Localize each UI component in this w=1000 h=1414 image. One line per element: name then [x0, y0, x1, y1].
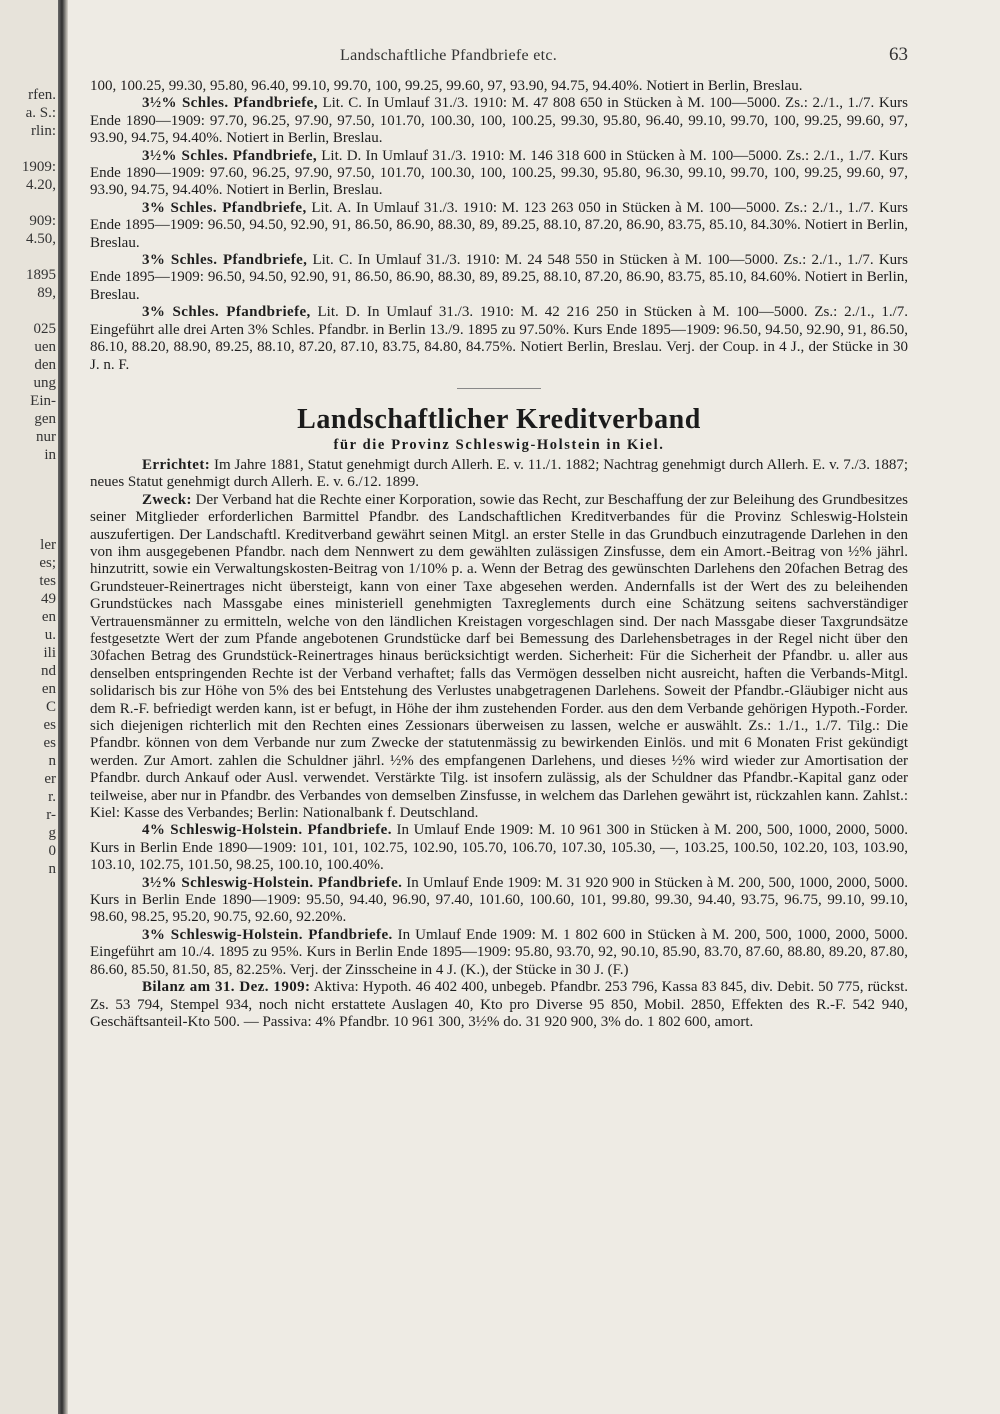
edge-text-fragment [0, 500, 56, 518]
adjacent-page-edge [0, 0, 68, 1414]
paragraph-text: Aktiva: Hypoth. 46 402 400, unbegeb. Pfandbr. 253 796, Kassa 83 845, div. Debit. 50 775, rückst. Zs. 53 794, Stempel 934, noch nicht erstattete Auslagen 40, Kto pro Diverse 95 850, Mobil. 2850, Effekten des R.-F. 542 940, Geschäftsanteil-Kto 500. — Passiva: 4% Pfandbr. 10 961 300, 3½% do. 31 920 900, 3% do. 1 802 600, amort. [90, 979, 908, 1030]
page-content [90, 44, 908, 1031]
entry-heading: 3% Schles. Pfandbriefe, [142, 304, 311, 321]
page-number: 63 [889, 44, 908, 65]
entry-text: Lit. D. In Umlauf 31./3. 1910: M. 146 318 600 in Stücken à M. 100—5000. Zs.: 2./1., 1./7. Kurs Ende 1890—1909: 97.60, 96.25, 97.90, 97.50, 101.70, 100.30, 100, 100.25, 99.30, 95.80, 96.30, 99.10, 99.70, 100, 99.25, 99.60, 97, 93.90, 94.75, 94.40%. Notiert in Berlin, Breslau. [90, 147, 908, 199]
edge-text-fragment: C [45, 699, 56, 715]
paragraph-heading: Errichtet: [142, 456, 211, 473]
pfandbrief-entry [90, 875, 908, 927]
entry-text: In Umlauf Ende 1909: M. 10 961 300 in Stücken à M. 200, 500, 1000, 2000, 5000. Kurs in Berlin Ende 1890—1909: 101, 101, 102.75, 102.90, 105.70, 106.70, 107.30, 105.30, —, 103.25, 100.50, 102.20, 103, 103.90, 103.10, 102.75, 101.50, 98.25, 100.10, 100.40%. [90, 822, 909, 874]
pfandbrief-entry [90, 252, 908, 304]
edge-text-fragment: 49 [41, 591, 56, 607]
edge-text-fragment [0, 464, 56, 482]
edge-text-fragment: in [44, 447, 56, 463]
edge-text-fragment: 89, [37, 285, 56, 301]
edge-text-fragment: er [44, 771, 56, 787]
edge-text-fragment [0, 302, 56, 320]
section-title: Landschaftlicher Kreditverband [297, 403, 701, 435]
edge-text-fragment: ung [33, 375, 56, 391]
edge-text-fragment [0, 140, 56, 158]
running-title: Landschaftliche Pfandbriefe etc. [340, 47, 558, 64]
edge-text-fragment: 4.50, [26, 231, 56, 247]
edge-text-fragment: Ein- [30, 393, 56, 409]
entry-text: Lit. C. In Umlauf 31./3. 1910: M. 24 548 550 in Stücken à M. 100—5000. Zs.: 2./1., 1./7. Kurs Ende 1895—1909: 96.50, 94.50, 92.90, 91, 86.50, 86.90, 88.30, 89, 89.25, 88.10, 87.20, 86.90, 83.75, 85.10, 84.60%. Notiert in Berlin, Breslau. [90, 252, 908, 303]
entry-text: Lit. C. In Umlauf 31./3. 1910: M. 47 808 650 in Stücken à M. 100—5000. Zs.: 2./1., 1./7. Kurs Ende 1890—1909: 97.70, 96.25, 97.90, 97.50, 101.70, 100.30, 100, 100.25, 99.30, 95.80, 96.40, 99.10, 99.70, 100, 99.25, 99.60, 97, 93.90, 94.75, 94.40%. Notiert in Berlin, Breslau. [90, 95, 908, 147]
edge-text-fragment: 1909: [21, 159, 56, 175]
edge-text-fragment: rfen. [28, 87, 56, 103]
paragraph-text: Der Verband hat die Rechte einer Korporation, sowie das Recht, zur Beschaffung der zur Beleihung des Grundbesitzes seiner Mitglieder erforderlichen Barmittel Pfandbr. des Landschaftlichen Kreditverbandes für die Provinz Schleswig-Holstein auszufertigen. Der Landschaftl. Kreditverband gewährt seinen Mitgl. an erster Stelle in das Grundbuch einzutragende Darlehen in den von ihm ausgegebenen Pfandbr. nach dem Nennwert zu dem gewählten zulässigen Zinsfusse, dem ein Amort.-Beitrag von ½% jährl. hinzutritt, sowie ein Verwaltungskosten-Beitrag von 1/10% p. a. Wenn der Betrag des gewünschten Darlehens den 20fachen Betrag des Grundsteuer-Reinertrages nicht übersteigt, kann von einer Taxe abgesehen werden. Andernfalls ist der Wert des zu beleihenden Grundstückes nach Massgabe eines ministeriell genehmigten Taxreglements durch eine Schätzung seitens sachverständiger Vertrauensmänner zu ermitteln, welche von den ländlichen Kreistagen vorgeschlagen sind. Der nach Massgabe dieser Taxgrundsätze festgesetzte Wert der zum Pfande angebotenen Grundstücke darf bei Bemessung des Darlehensbetrages in der Regel nicht über den 30fachen Betrag des Grundstück-Reinertrages hinaus berücksichtigt werden. Sicherheit: Für die Sicherheit der Pfandbr. u. aller aus denselben entspringenden Rechte ist der Verband verhaftet; falls das Vermögen desselben nicht ausreicht, haften die Verbands-Mitgl. solidarisch bis zur Höhe von 5% des bei Entstehung des Verlustes unabgetragenen Darlehens. Soweit der Pfandbr.-Gläubiger nicht aus dem R.-F. befriedigt werden kann, ist er befugt, in Höhe der ihm zustehenden Forder. aus den dem Verbande gehörigen Hypoth.-Forder. sich diejenigen richterlich mit den Rechten eines Zessionars überweisen zu lassen, welche er auswählt. Zs.: 1./1., 1./7. Tilg.: Die Pfandbr. können von dem Verbande nur zum Zwecke der statutenmässig zu bewirkenden Einlös. und mit 6 Monaten Frist gekündigt werden. Zur Amort. zahlen die Schuldner jährl. ½% des empfangenen Darlehens, und dieses ½% wird wieder zur Amortisation der Pfandbr. durch Ankauf oder Ausl. verwendet. Verstärkte Tilg. ist insofern zulässig, als der Schuldner das Pfandbr.-Kapital ganz oder teilweise, aber nur in Pfandbr. des Verbandes von demselben Zinsfusse, in welchem das Darlehen gewährt ist, rückzahlen kann. Zahlst.: Kiel: Kasse des Verbandes; Berlin: Nationalbank f. Deutschland. [90, 491, 908, 822]
running-header [90, 44, 908, 66]
edge-text-fragment: den [34, 357, 56, 373]
edge-text-fragment [0, 194, 56, 212]
pfandbrief-entry [90, 200, 908, 252]
entry-text: In Umlauf Ende 1909: M. 1 802 600 in Stücken à M. 200, 500, 1000, 2000, 5000. Eingeführt am 10./4. 1895 zu 95%. Kurs in Berlin Ende 1895—1909: 95.80, 93.70, 92, 90.10, 85.90, 83.70, 87.60, 88.80, 89.20, 87.80, 86.60, 85.50, 81.50, 85, 82.25%. Verj. der Zinsscheine in 4 J. (K.), der Stücke in 30 J. (F.) [90, 926, 908, 978]
edge-text-fragment: n [48, 861, 56, 877]
edge-text-fragment: n [48, 753, 56, 769]
edge-text-fragment [0, 518, 56, 536]
edge-text-fragment: en [41, 681, 56, 697]
section-subtitle: für die Provinz Schleswig-Holstein in Kiel. [333, 436, 665, 453]
entry-heading: 4% Schleswig-Holstein. Pfandbriefe. [142, 822, 392, 839]
edge-text-fragment: ili [43, 645, 56, 661]
edge-text-fragment: 1895 [26, 267, 56, 283]
entry-heading: 3½% Schles. Pfandbriefe, [142, 147, 318, 164]
pfandbrief-entry [90, 148, 908, 200]
edge-text-fragment: nur [36, 429, 56, 445]
paragraph-text: Im Jahre 1881, Statut genehmigt durch Allerh. E. v. 11./1. 1882; Nachtrag genehmigt durch Allerh. E. v. 7./3. 1887; neues Statut genehmigt durch Allerh. E. v. 6./12. 1899. [90, 456, 908, 491]
edge-text-fragment: u. [44, 627, 56, 643]
edge-text-fragment: a. S.: [25, 105, 56, 121]
edge-text-fragment: r. [48, 789, 56, 805]
entry-heading: 3% Schleswig-Holstein. Pfandbriefe. [142, 926, 393, 943]
edge-text-fragment: nd [41, 663, 56, 679]
edge-text-fragment: rlin: [31, 123, 56, 139]
pfandbrief-entry [90, 95, 908, 147]
edge-text-fragment: es; [39, 555, 56, 571]
edge-text-fragment: r- [46, 807, 56, 823]
edge-text-fragment: 909: [29, 213, 56, 229]
entry-heading: 3½% Schleswig-Holstein. Pfandbriefe. [142, 874, 403, 891]
entry-text: Lit. D. In Umlauf 31./3. 1910: M. 42 216 250 in Stücken à M. 100—5000. Zs.: 2./1., 1./7. Eingeführt alle drei Arten 3% Schles. Pfandbr. in Berlin 13./9. 1895 zu 97.50%. Kurs Ende 1895—1909: 96.50, 94.50, 92.90, 91, 86.50, 86.10, 88.20, 88.90, 89.25, 88.10, 87.20, 87.10, 83.75, 84.80, 84.75%. Notiert Berlin, Breslau. Verj. der Coup. in 4 J., der Stücke in 30 J. n. F. [90, 304, 908, 373]
entry-heading: 3% Schles. Pfandbriefe, [142, 252, 308, 269]
edge-text-fragment: 4.20, [26, 177, 56, 193]
pfandbrief-entry [90, 927, 908, 979]
paragraph-zweck [90, 492, 908, 823]
entry-heading: 3½% Schles. Pfandbriefe, [142, 95, 318, 112]
book-gutter [58, 0, 68, 1414]
edge-text-fragment: es [43, 735, 56, 751]
pfandbrief-entry [90, 822, 908, 874]
entry-text: In Umlauf Ende 1909: M. 31 920 900 in Stücken à M. 200, 500, 1000, 2000, 5000. Kurs in Berlin Ende 1890—1909: 95.50, 94.40, 96.90, 97.40, 101.60, 100.60, 101, 99.80, 99.30, 94.40, 93.75, 96.75, 99.10, 99.10, 98.60, 98.25, 95.20, 90.75, 92.60, 92.20%. [90, 874, 908, 926]
edge-text-fragment: gen [34, 411, 56, 427]
entry-continuation [90, 78, 908, 95]
entry-heading: 3% Schles. Pfandbriefe, [142, 199, 307, 216]
edge-text-fragment: ler [40, 537, 56, 553]
edge-text-fragment: 025 [33, 321, 56, 337]
edge-text-fragment: en [41, 609, 56, 625]
paragraph-errichtet [90, 457, 908, 492]
paragraph-heading: Bilanz am 31. Dez. 1909: [142, 979, 311, 996]
paragraph-heading: Zweck: [142, 491, 192, 508]
adjacent-page-text [0, 86, 56, 878]
pfandbrief-entry [90, 304, 908, 374]
edge-text-fragment: uen [34, 339, 56, 355]
edge-text-fragment: g [48, 825, 56, 841]
section-divider [457, 388, 541, 389]
edge-text-fragment [0, 482, 56, 500]
entry-text: Lit. A. In Umlauf 31./3. 1910: M. 123 263 050 in Stücken à M. 100—5000. Zs.: 2./1., 1./7. Kurs Ende 1895—1909: 96.50, 94.50, 92.90, 91, 86.50, 86.90, 88.30, 89, 89.25, 88.10, 87.20, 86.90, 83.75, 85.10, 84.30%. Notiert in Berlin, Breslau. [90, 199, 908, 251]
entry-text: 100, 100.25, 99.30, 95.80, 96.40, 99.10, 99.70, 100, 99.25, 99.60, 97, 93.90, 94.75, 94.40%. Notiert in Berlin, Breslau. [90, 78, 803, 94]
edge-text-fragment: 0 [48, 843, 56, 859]
paragraph-bilanz [90, 979, 908, 1031]
edge-text-fragment [0, 248, 56, 266]
edge-text-fragment: tes [39, 573, 56, 589]
edge-text-fragment: es [43, 717, 56, 733]
